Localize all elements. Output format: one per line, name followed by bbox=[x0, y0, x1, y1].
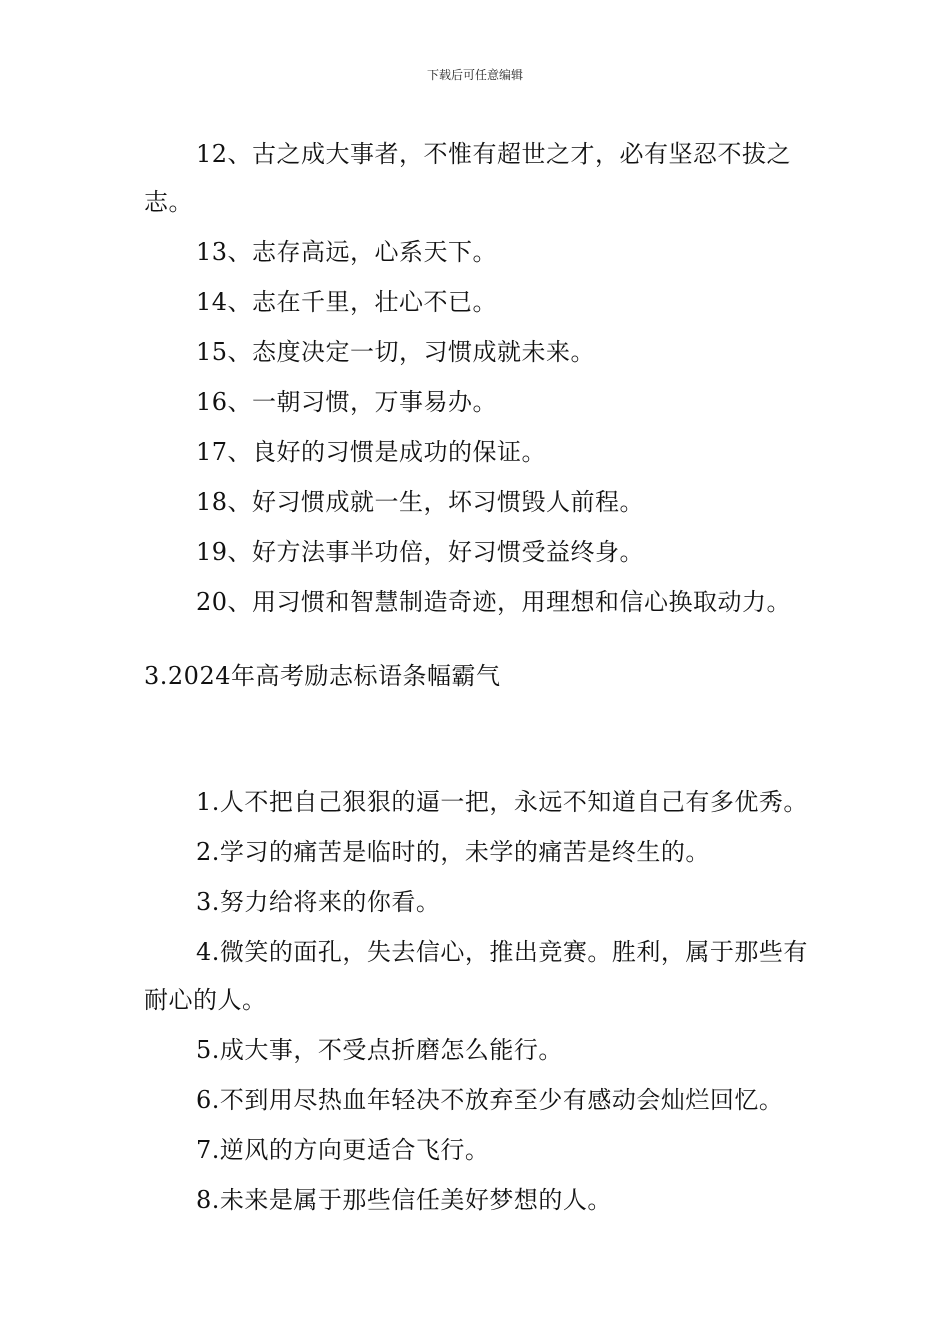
list-item: 4.微笑的面孔，失去信心，推出竞赛。胜利，属于那些有耐心的人。 bbox=[144, 938, 808, 1014]
list-item: 6.不到用尽热血年轻决不放弃至少有感动会灿烂回忆。 bbox=[196, 1086, 784, 1114]
list-item: 17、良好的习惯是成功的保证。 bbox=[196, 438, 547, 466]
list-item: 7.逆风的方向更适合飞行。 bbox=[196, 1136, 490, 1164]
list-item: 13、志存高远，心系天下。 bbox=[196, 238, 498, 266]
section-title: 3.2024年高考励志标语条幅霸气 bbox=[144, 662, 501, 690]
spacer bbox=[144, 726, 808, 778]
list-item: 5.成大事，不受点折磨怎么能行。 bbox=[196, 1036, 563, 1064]
list-item: 18、好习惯成就一生，坏习惯毁人前程。 bbox=[196, 488, 645, 516]
list-item: 16、一朝习惯，万事易办。 bbox=[196, 388, 498, 416]
list-item: 8.未来是属于那些信任美好梦想的人。 bbox=[196, 1186, 612, 1214]
list-item: 12、古之成大事者，不惟有超世之才，必有坚忍不拔之志。 bbox=[144, 140, 792, 216]
list-item: 1.人不把自己狠狠的逼一把，永远不知道自己有多优秀。 bbox=[196, 788, 808, 816]
list-item: 3.努力给将来的你看。 bbox=[196, 888, 441, 916]
list-item: 15、态度决定一切，习惯成就未来。 bbox=[196, 338, 596, 366]
document-body bbox=[144, 130, 808, 1226]
list-item: 14、志在千里，壮心不已。 bbox=[196, 288, 498, 316]
list-item: 19、好方法事半功倍，好习惯受益终身。 bbox=[196, 538, 645, 566]
list-item: 2.学习的痛苦是临时的，未学的痛苦是终生的。 bbox=[196, 838, 710, 866]
list-item: 20、用习惯和智慧制造奇迹，用理想和信心换取动力。 bbox=[196, 588, 792, 616]
page-header: 下载后可任意编辑 bbox=[426, 68, 523, 82]
